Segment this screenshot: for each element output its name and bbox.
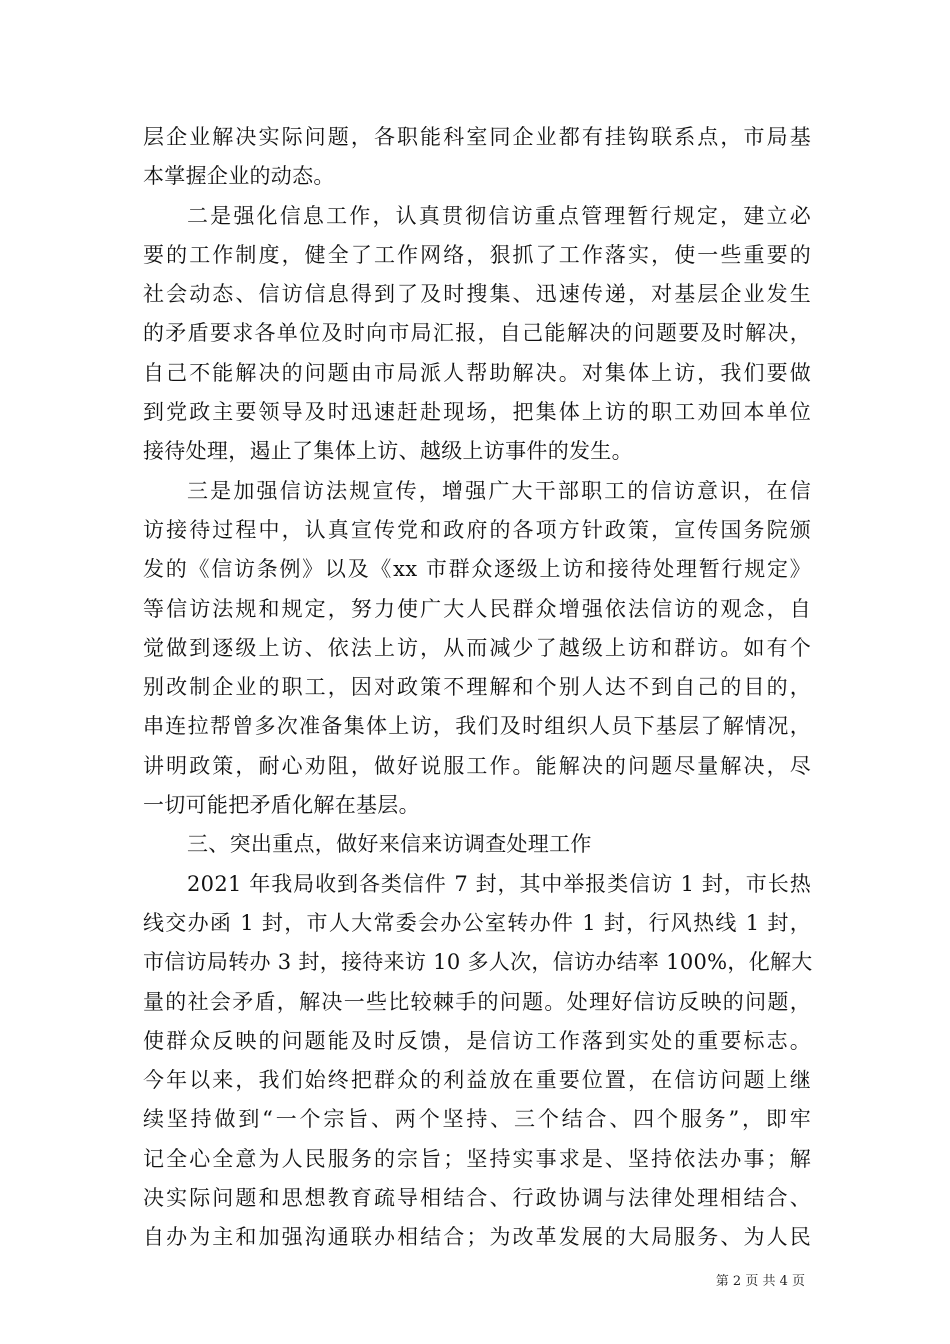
text-line: 市信访局转办 3 封，接待来访 10 多人次，信访办结率 100%，化解大 <box>143 950 813 975</box>
text-line: 自己不能解决的问题由市局派人帮助解决。对集体上访，我们要做 <box>143 360 811 385</box>
text-line: 记全心全意为人民服务的宗旨；坚持实事求是、坚持依法办事；解 <box>143 1146 811 1171</box>
text-line: 觉做到逐级上访、依法上访，从而减少了越级上访和群访。如有个 <box>143 635 811 660</box>
text-line: 社会动态、信访信息得到了及时搜集、迅速传递，对基层企业发生 <box>143 282 811 307</box>
text-line: 量的社会矛盾，解决一些比较棘手的问题。处理好信访反映的问题， <box>143 989 811 1014</box>
text-line: 发的《信访条例》以及《xx 市群众逐级上访和接待处理暂行规定》 <box>143 557 811 582</box>
document-body <box>143 118 811 1258</box>
text-line: 层企业解决实际问题，各职能科室同企业都有挂钩联系点，市局基 <box>143 125 811 149</box>
page-number: 第 2 页 共 4 页 <box>715 1274 805 1289</box>
text-line: 串连拉帮曾多次准备集体上访，我们及时组织人员下基层了解情况， <box>143 714 811 739</box>
section-heading: 三、突出重点，做好来信来访调查处理工作 <box>187 832 592 857</box>
text-line: 续坚持做到“一个宗旨、两个坚持、三个结合、四个服务”，即牢 <box>143 1107 811 1132</box>
text-line: 别改制企业的职工，因对政策不理解和个别人达不到自己的目的， <box>143 675 811 700</box>
text-line: 的矛盾要求各单位及时向市局汇报，自己能解决的问题要及时解决， <box>143 321 811 346</box>
text-line: 2021 年我局收到各类信件 7 封，其中举报类信访 1 封，市长热 <box>187 871 811 896</box>
text-line: 自办为主和加强沟通联办相结合；为改革发展的大局服务、为人民 <box>143 1225 811 1250</box>
text-line: 决实际问题和思想教育疏导相结合、行政协调与法律处理相结合、 <box>143 1186 811 1211</box>
text-line: 等信访法规和规定，努力使广大人民群众增强依法信访的观念，自 <box>143 596 811 621</box>
text-line: 二是强化信息工作，认真贯彻信访重点管理暂行规定，建立必 <box>187 203 811 228</box>
text-line: 一切可能把矛盾化解在基层。 <box>143 793 420 818</box>
text-line: 接待处理，遏止了集体上访、越级上访事件的发生。 <box>143 439 633 464</box>
text-line: 到党政主要领导及时迅速赶赴现场，把集体上访的职工劝回本单位 <box>143 400 811 425</box>
text-line: 本掌握企业的动态。 <box>143 164 335 189</box>
text-line: 要的工作制度，健全了工作网络，狠抓了工作落实，使一些重要的 <box>143 242 811 267</box>
text-line: 访接待过程中，认真宣传党和政府的各项方针政策，宣传国务院颁 <box>143 517 811 542</box>
text-line: 讲明政策，耐心劝阻，做好说服工作。能解决的问题尽量解决，尽 <box>143 753 811 778</box>
text-line: 使群众反映的问题能及时反馈，是信访工作落到实处的重要标志。 <box>143 1028 811 1053</box>
text-line: 三是加强信访法规宣传，增强广大干部职工的信访意识，在信 <box>187 478 811 503</box>
text-line: 今年以来，我们始终把群众的利益放在重要位置，在信访问题上继 <box>143 1068 811 1093</box>
text-line: 线交办函 1 封，市人大常委会办公室转办件 1 封，行风热线 1 封， <box>143 910 811 935</box>
